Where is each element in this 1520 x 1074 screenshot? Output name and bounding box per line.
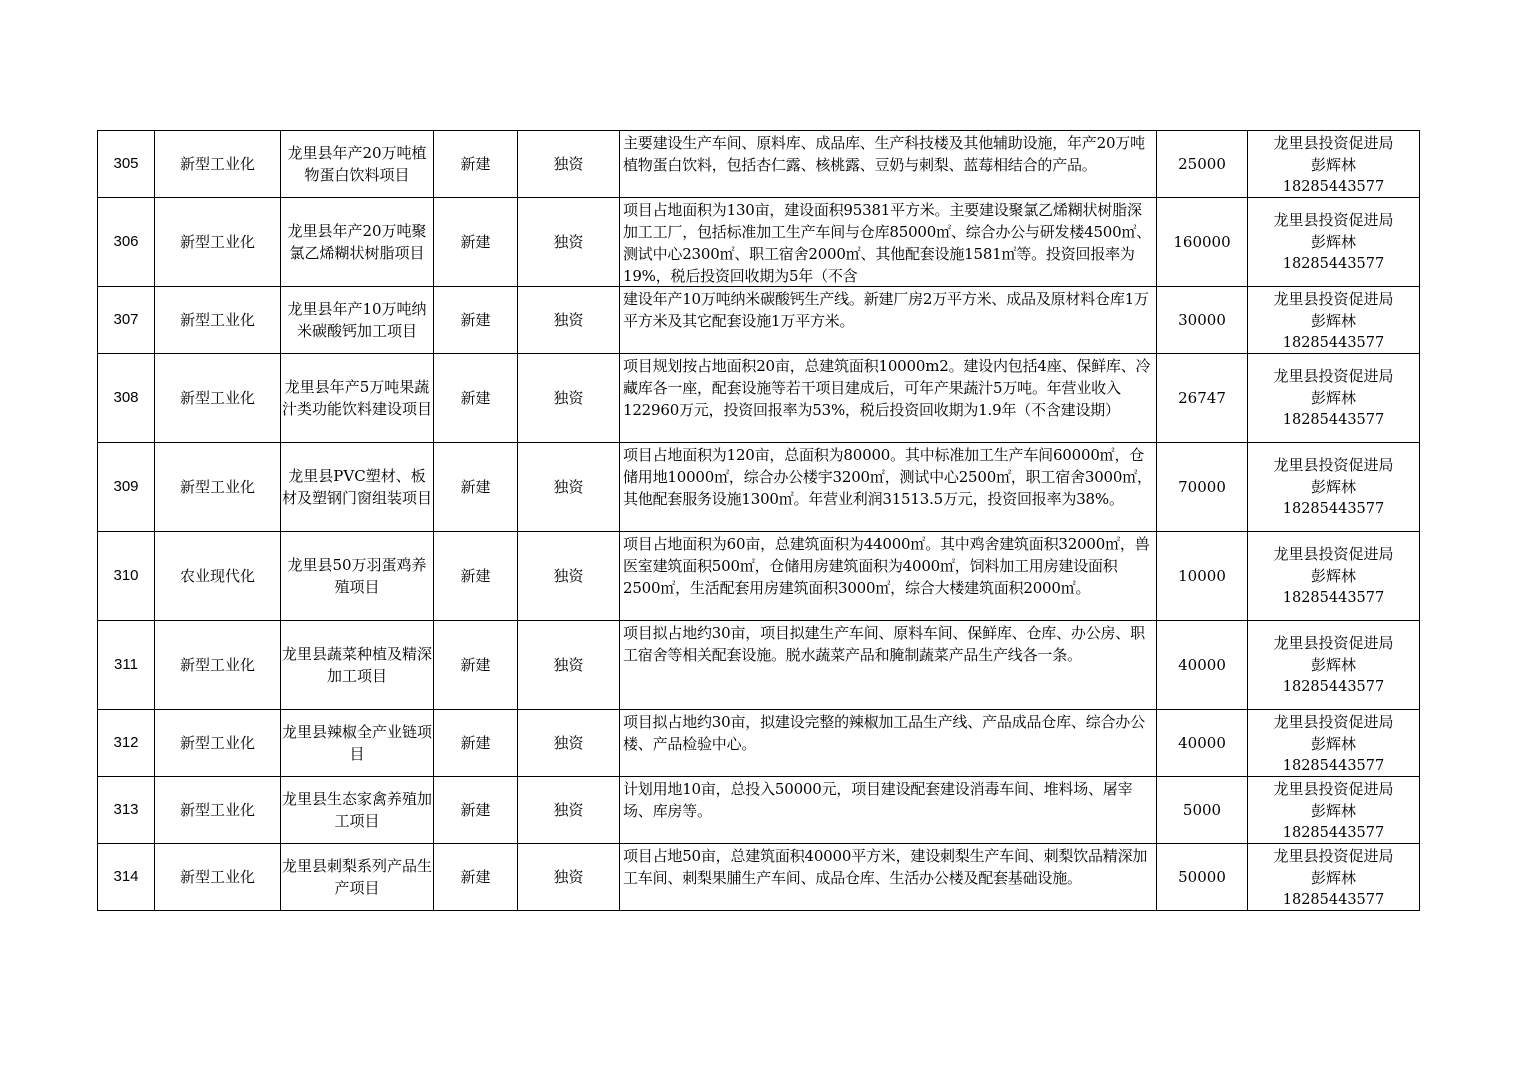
project-category-cell: [155, 710, 281, 777]
investment-amount-cell: [1157, 777, 1248, 844]
project-name-cell: [281, 198, 434, 287]
project-name-cell: [281, 844, 434, 911]
build-type-cell: [434, 287, 518, 354]
project-name: 龙里县刺梨系列产品生产项目: [281, 857, 432, 897]
project-content: 主要建设生产车间、原料库、成品库、生产科技楼及其他辅助设施，年产20万吨植物蛋白饮料，包括杏仁露、核桃露、豆奶与刺梨、蓝莓相结合的产品。: [623, 134, 1145, 174]
project-number-cell: [98, 354, 155, 443]
table-row: [98, 354, 1420, 443]
project-number: 307: [113, 311, 139, 328]
investment-amount: 70000: [1178, 478, 1226, 496]
project-category: 新型工业化: [179, 801, 255, 819]
investment-mode-cell: [518, 443, 620, 532]
investment-mode: 独资: [553, 478, 584, 496]
build-type: 新建: [460, 389, 491, 407]
investment-amount-cell: [1157, 287, 1248, 354]
contact-phone: 18285443577: [1282, 590, 1385, 606]
project-number: 314: [113, 868, 139, 885]
project-name-cell: [281, 710, 434, 777]
contact-cell: [1248, 621, 1420, 710]
project-name-cell: [281, 287, 434, 354]
project-category-cell: [155, 532, 281, 621]
project-rows: [98, 131, 1420, 911]
investment-amount-cell: [1157, 354, 1248, 443]
project-number: 311: [114, 656, 138, 673]
build-type-cell: [434, 443, 518, 532]
contact-cell: [1248, 844, 1420, 911]
table-row: [98, 131, 1420, 198]
investment-mode: 独资: [553, 155, 584, 173]
project-content: 项目占地面积为60亩，总建筑面积为44000㎡。其中鸡舍建筑面积32000㎡，兽医室建筑面积500㎡，仓储用房建筑面积为4000㎡，饲料加工用房建设面积2500㎡，生活配套用房建筑面积3000㎡，综合大楼建筑面积2000㎡。: [623, 535, 1150, 597]
contact-phone: 18285443577: [1282, 412, 1385, 428]
project-category: 新型工业化: [179, 155, 255, 173]
investment-mode: 独资: [553, 734, 584, 752]
project-category-cell: [155, 443, 281, 532]
contact-org: 龙里县投资促进局: [1273, 367, 1394, 385]
investment-mode-cell: [518, 844, 620, 911]
contact-cell: [1248, 710, 1420, 777]
investment-mode: 独资: [553, 311, 584, 329]
project-number-cell: [98, 287, 155, 354]
project-number-cell: [98, 198, 155, 287]
project-number-cell: [98, 844, 155, 911]
contact-person: 彭辉林: [1310, 312, 1356, 330]
project-content: 项目拟占地约30亩，拟建设完整的辣椒加工品生产线、产品成品仓库、综合办公楼、产品检验中心。: [623, 713, 1145, 753]
investment-mode: 独资: [553, 656, 584, 674]
project-number: 305: [113, 155, 139, 172]
contact-person: 彭辉林: [1310, 802, 1356, 820]
project-number-cell: [98, 131, 155, 198]
contact-org: 龙里县投资促进局: [1273, 211, 1394, 229]
contact-phone: 18285443577: [1282, 501, 1385, 517]
table-row: [98, 443, 1420, 532]
project-category-cell: [155, 844, 281, 911]
contact-person: 彭辉林: [1310, 389, 1356, 407]
project-content-cell: [620, 777, 1157, 844]
project-category: 新型工业化: [179, 233, 255, 251]
investment-mode-cell: [518, 354, 620, 443]
investment-amount: 40000: [1178, 734, 1226, 752]
project-content-cell: [620, 844, 1157, 911]
contact-cell: [1248, 354, 1420, 443]
project-category: 新型工业化: [179, 389, 255, 407]
project-name: 龙里县50万羽蛋鸡养殖项目: [287, 556, 427, 596]
project-content-cell: [620, 710, 1157, 777]
project-content: 项目占地面积为130亩，建设面积95381平方米。主要建设聚氯乙烯糊状树脂深加工工厂，包括标准加工生产车间与仓库85000㎡、综合办公与研发楼4500㎡、测试中心2300㎡、职工宿舍2000㎡、其他配套设施1581㎡等。投资回报率为19%，税后投资回收期为5年（不含: [623, 201, 1152, 285]
project-content: 项目拟占地约30亩，项目拟建生产车间、原料车间、保鲜库、仓库、办公房、职工宿舍等相关配套设施。脱水蔬菜产品和腌制蔬菜产品生产线各一条。: [623, 624, 1145, 664]
project-name: 龙里县年产20万吨聚氯乙烯糊状树脂项目: [287, 222, 427, 262]
project-name-cell: [281, 354, 434, 443]
project-name: 龙里县PVC塑材、板材及塑钢门窗组装项目: [281, 467, 432, 507]
investment-mode-cell: [518, 621, 620, 710]
investment-mode: 独资: [553, 567, 584, 585]
investment-amount: 5000: [1182, 801, 1222, 819]
table-row: [98, 777, 1420, 844]
contact-cell: [1248, 131, 1420, 198]
build-type-cell: [434, 777, 518, 844]
investment-amount-cell: [1157, 131, 1248, 198]
project-name-cell: [281, 131, 434, 198]
investment-amount-cell: [1157, 443, 1248, 532]
investment-amount-cell: [1157, 621, 1248, 710]
project-content-cell: [620, 532, 1157, 621]
project-content: 项目占地面积为120亩，总面积为80000。其中标准加工生产车间60000㎡，仓储用地10000㎡，综合办公楼宇3200㎡，测试中心2500㎡，职工宿舍3000㎡，其他配套服务设施1300㎡。年营业利润31513.5万元，投资回报率为38%。: [623, 446, 1152, 508]
project-content: 建设年产10万吨纳米碳酸钙生产线。新建厂房2万平方米、成品及原材料仓库1万平方米及其它配套设施1万平方米。: [623, 290, 1149, 330]
project-number-cell: [98, 621, 155, 710]
project-name-cell: [281, 621, 434, 710]
build-type: 新建: [460, 478, 491, 496]
contact-phone: 18285443577: [1282, 892, 1385, 908]
project-category-cell: [155, 287, 281, 354]
contact-person: 彭辉林: [1310, 656, 1356, 674]
contact-phone: 18285443577: [1282, 758, 1385, 774]
build-type: 新建: [460, 155, 491, 173]
contact-person: 彭辉林: [1310, 478, 1356, 496]
project-content-cell: [620, 131, 1157, 198]
contact-org: 龙里县投资促进局: [1273, 634, 1394, 652]
investment-mode-cell: [518, 198, 620, 287]
build-type: 新建: [460, 868, 491, 886]
build-type: 新建: [460, 734, 491, 752]
project-name: 龙里县蔬菜种植及精深加工项目: [281, 645, 432, 685]
project-category-cell: [155, 777, 281, 844]
project-number: 312: [113, 734, 139, 751]
project-number: 306: [113, 233, 139, 250]
project-number-cell: [98, 777, 155, 844]
investment-mode: 独资: [553, 801, 584, 819]
project-name: 龙里县生态家禽养殖加工项目: [281, 790, 432, 830]
project-number: 313: [113, 801, 139, 818]
contact-cell: [1248, 532, 1420, 621]
investment-amount: 160000: [1173, 233, 1231, 251]
contact-org: 龙里县投资促进局: [1273, 847, 1394, 865]
project-category: 新型工业化: [179, 311, 255, 329]
build-type: 新建: [460, 567, 491, 585]
contact-person: 彭辉林: [1310, 735, 1356, 753]
build-type: 新建: [460, 656, 491, 674]
project-category: 新型工业化: [179, 478, 255, 496]
contact-cell: [1248, 198, 1420, 287]
contact-phone: 18285443577: [1282, 679, 1385, 695]
contact-org: 龙里县投资促进局: [1273, 780, 1394, 798]
project-name-cell: [281, 777, 434, 844]
contact-phone: 18285443577: [1282, 825, 1385, 841]
project-name-cell: [281, 532, 434, 621]
contact-phone: 18285443577: [1282, 335, 1385, 351]
project-content-cell: [620, 354, 1157, 443]
table-row: [98, 198, 1420, 287]
contact-org: 龙里县投资促进局: [1273, 134, 1394, 152]
contact-org: 龙里县投资促进局: [1273, 456, 1394, 474]
investment-mode-cell: [518, 532, 620, 621]
project-category: 农业现代化: [179, 567, 255, 585]
investment-mode: 独资: [553, 389, 584, 407]
contact-cell: [1248, 777, 1420, 844]
build-type-cell: [434, 710, 518, 777]
table-row: [98, 844, 1420, 911]
project-number-cell: [98, 710, 155, 777]
contact-org: 龙里县投资促进局: [1273, 545, 1394, 563]
contact-person: 彭辉林: [1310, 233, 1356, 251]
contact-phone: 18285443577: [1282, 179, 1385, 195]
build-type-cell: [434, 532, 518, 621]
project-number: 308: [113, 389, 139, 406]
project-number: 310: [113, 567, 139, 584]
investment-mode-cell: [518, 287, 620, 354]
investment-mode-cell: [518, 777, 620, 844]
investment-mode: 独资: [553, 233, 584, 251]
contact-cell: [1248, 443, 1420, 532]
table-row: [98, 621, 1420, 710]
investment-amount: 10000: [1178, 567, 1226, 585]
contact-person: 彭辉林: [1310, 567, 1356, 585]
build-type-cell: [434, 621, 518, 710]
build-type-cell: [434, 198, 518, 287]
build-type: 新建: [460, 801, 491, 819]
project-table: [97, 130, 1420, 911]
contact-org: 龙里县投资促进局: [1273, 290, 1394, 308]
project-category: 新型工业化: [179, 734, 255, 752]
project-name: 龙里县年产10万吨纳米碳酸钙加工项目: [287, 300, 427, 340]
project-name: 龙里县年产20万吨植物蛋白饮料项目: [287, 144, 427, 184]
investment-amount: 25000: [1178, 155, 1226, 173]
investment-amount: 40000: [1178, 656, 1226, 674]
project-name: 龙里县辣椒全产业链项目: [281, 723, 432, 763]
project-content: 计划用地10亩，总投入50000元，项目建设配套建设消毒车间、堆料场、屠宰场、库房等。: [623, 780, 1133, 820]
investment-mode-cell: [518, 131, 620, 198]
project-name: 龙里县年产5万吨果蔬汁类功能饮料建设项目: [281, 378, 432, 418]
investment-amount-cell: [1157, 710, 1248, 777]
table-row: [98, 710, 1420, 777]
contact-person: 彭辉林: [1310, 869, 1356, 887]
contact-person: 彭辉林: [1310, 156, 1356, 174]
build-type: 新建: [460, 311, 491, 329]
project-content-cell: [620, 621, 1157, 710]
investment-amount: 26747: [1178, 389, 1226, 407]
table-row: [98, 287, 1420, 354]
investment-mode: 独资: [553, 868, 584, 886]
project-content-cell: [620, 443, 1157, 532]
contact-cell: [1248, 287, 1420, 354]
project-category-cell: [155, 131, 281, 198]
investment-amount-cell: [1157, 198, 1248, 287]
project-content-cell: [620, 198, 1157, 287]
investment-amount: 30000: [1178, 311, 1226, 329]
investment-amount: 50000: [1178, 868, 1226, 886]
project-category-cell: [155, 354, 281, 443]
contact-org: 龙里县投资促进局: [1273, 713, 1394, 731]
project-content: 项目占地50亩，总建筑面积40000平方米，建设刺梨生产车间、刺梨饮品精深加工车间、刺梨果脯生产车间、成品仓库、生活办公楼及配套基础设施。: [623, 847, 1148, 887]
project-content: 项目规划按占地面积20亩，总建筑面积10000m2。建设内包括4座、保鲜库、冷藏库各一座，配套设施等若干项目建成后，可年产果蔬汁5万吨。年营业收入122960万元，投资回报率为53%，税后投资回收期为1.9年（不含建设期）: [623, 357, 1151, 419]
investment-amount-cell: [1157, 532, 1248, 621]
investment-amount-cell: [1157, 844, 1248, 911]
project-category: 新型工业化: [179, 656, 255, 674]
project-content-cell: [620, 287, 1157, 354]
project-category-cell: [155, 198, 281, 287]
build-type-cell: [434, 131, 518, 198]
build-type-cell: [434, 354, 518, 443]
project-number-cell: [98, 443, 155, 532]
project-name-cell: [281, 443, 434, 532]
build-type-cell: [434, 844, 518, 911]
project-category-cell: [155, 621, 281, 710]
build-type: 新建: [460, 233, 491, 251]
project-category: 新型工业化: [179, 868, 255, 886]
table-row: [98, 532, 1420, 621]
investment-mode-cell: [518, 710, 620, 777]
contact-phone: 18285443577: [1282, 256, 1385, 272]
project-number: 309: [113, 478, 139, 495]
project-number-cell: [98, 532, 155, 621]
